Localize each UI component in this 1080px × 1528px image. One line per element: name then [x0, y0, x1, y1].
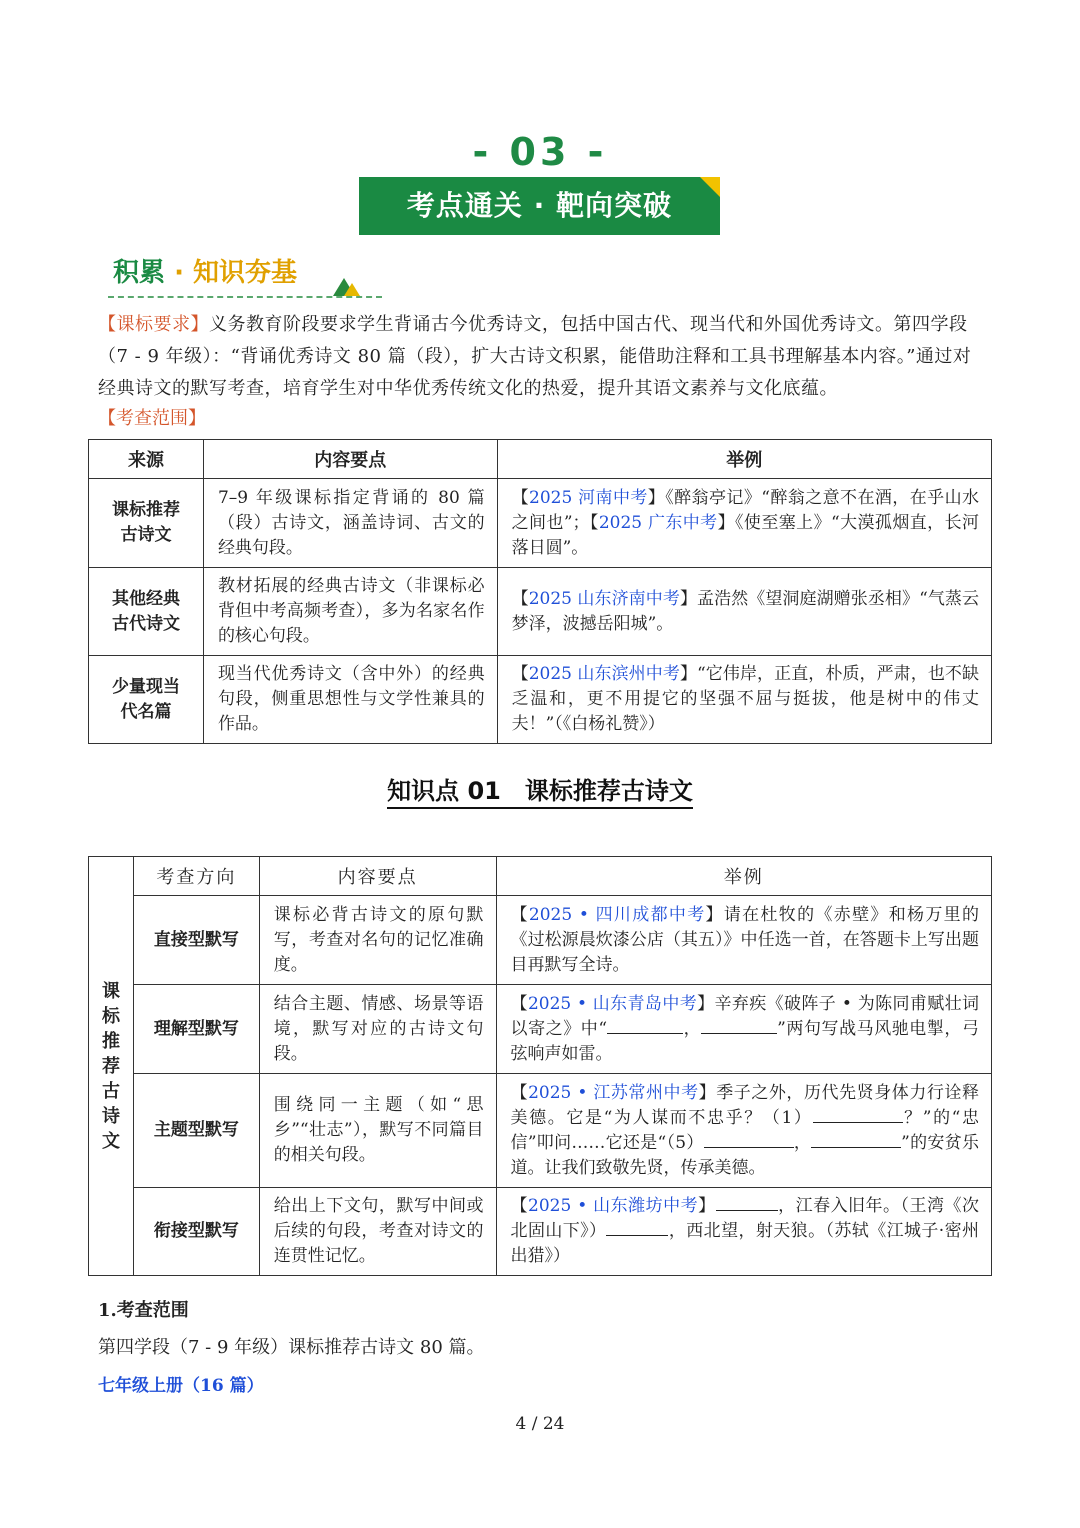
- sub-heading: [113, 252, 297, 289]
- bracket-open: 【: [511, 588, 529, 609]
- content-cell: 结合主题、情感、场景等语境，默写对应的古诗文句段。: [259, 985, 496, 1074]
- exam-tag: 2025 • 江苏常州中考: [528, 1082, 699, 1103]
- knowledge-point-title: [0, 771, 1080, 806]
- separator: ，: [793, 1132, 812, 1153]
- section-banner: 考点通关 · 靶向突破: [359, 177, 720, 235]
- table-row: [89, 985, 992, 1074]
- content-cell: 教材拓展的经典古诗文（非课标必背但中考高频考查），多为名家名作的核心句段。: [203, 568, 497, 656]
- example-cell: [496, 896, 991, 985]
- source-cell: [89, 656, 204, 744]
- direction-cell: 主题型默写: [133, 1074, 259, 1188]
- sub-heading-a: 积累: [113, 258, 166, 288]
- exam-tag: 2025 广东中考: [598, 512, 718, 533]
- example-text: ”两句写战马风驰电掣，弓弦响声如雷。: [510, 1018, 979, 1064]
- content-cell: 7–9 年级课标指定背诵的 80 篇（段）古诗文，涵盖诗词、古文的经典句段。: [203, 479, 497, 568]
- answer-blank: [811, 1131, 901, 1148]
- bracket-open: 【: [511, 664, 529, 684]
- example-cell: [496, 1188, 991, 1276]
- example-text: 】孟浩然《望洞庭湖赠张丞相》“气蒸云梦泽，波撼岳阳城”。: [511, 588, 980, 634]
- knowledge-point-title-text: 知识点 01 课标推荐古诗文: [387, 777, 693, 809]
- example-text: ，西北望，射天狼。（苏轼《江城子·密州出猎》）: [510, 1221, 980, 1266]
- example-cell: [497, 656, 991, 744]
- example-text: 】“它伟岸，正直，朴质，严肃，也不缺乏温和，更不用提它的坚强不屈与挺拔，他是树中的伟丈夫！”（《白杨礼赞》）: [511, 664, 980, 734]
- content-cell: 给出上下文句，默写中间或后续的句段，考查对诗文的连贯性记忆。: [259, 1188, 496, 1276]
- exam-tag: 2025 • 四川成都中考: [528, 904, 706, 925]
- source-cell: [89, 568, 204, 656]
- example-cell: [496, 1074, 991, 1188]
- range-label: 【考查范围】: [98, 408, 206, 429]
- example-text: 】: [698, 1196, 716, 1216]
- example-text: ？”的“忠信”叩问……它还是“（5）: [510, 1107, 979, 1153]
- answer-blank: [606, 1219, 668, 1236]
- answer-blank: [704, 1131, 794, 1148]
- grade-heading: 七年级上册（16 篇）: [98, 1376, 264, 1396]
- answer-blank: [701, 1017, 777, 1034]
- banner-corner-decoration: [700, 177, 720, 197]
- direction-cell: 理解型默写: [133, 985, 259, 1074]
- sub-heading-underline: [108, 296, 382, 298]
- content-cell: 课标必背古诗文的原句默写，考查对名句的记忆准确度。: [259, 896, 496, 985]
- table-header: 内容要点: [203, 440, 497, 479]
- table-row: [89, 479, 992, 568]
- section-number: - 03 -: [472, 130, 608, 174]
- page-number: 4 / 24: [515, 1414, 565, 1434]
- table-row: [89, 656, 992, 744]
- curriculum-requirement: [98, 309, 982, 405]
- table-header: 举例: [497, 440, 991, 479]
- example-text: 】《醉翁亭记》“醉翁之意不在酒，在乎山水之间也”；【: [511, 487, 979, 533]
- table-header-row: [89, 440, 992, 479]
- source-text: 课标推荐古诗文: [111, 500, 180, 545]
- requirement-label: 【课标要求】: [98, 314, 209, 335]
- table-header: 举例: [496, 857, 991, 896]
- bracket-open: 【: [510, 1082, 529, 1103]
- table-header: 来源: [89, 440, 204, 479]
- sub-heading-b: 知识夯基: [193, 258, 298, 288]
- table-header-row: [89, 857, 992, 896]
- answer-blank: [607, 1017, 683, 1034]
- source-text: 少量现当代名篇: [111, 676, 180, 722]
- side-label: 课标推荐古诗文: [101, 980, 120, 1152]
- example-text: 】辛弃疾《破阵子 • 为陈同甫赋壮词以寄之》中“: [510, 993, 979, 1039]
- example-cell: [497, 479, 991, 568]
- sub-heading-dot: ·: [174, 258, 184, 288]
- mountain-small-icon: [344, 283, 360, 296]
- bracket-open: 【: [510, 1196, 529, 1216]
- table-header: 内容要点: [259, 857, 496, 896]
- exam-tag: 2025 • 山东青岛中考: [527, 993, 698, 1014]
- exam-tag: 2025 • 山东潍坊中考: [528, 1196, 699, 1216]
- content-cell: 围绕同一主题（如“思乡”“壮志”），默写不同篇目的相关句段。: [259, 1074, 496, 1188]
- side-label-cell: [89, 857, 134, 1276]
- table-row: [89, 568, 992, 656]
- bracket-open: 【: [511, 487, 530, 508]
- scope-text: 第四学段（7 - 9 年级）课标推荐古诗文 80 篇。: [98, 1337, 485, 1358]
- dictation-type-table: [88, 856, 992, 1276]
- content-cell: 现当代优秀诗文（含中外）的经典句段，侧重思想性与文学性兼具的作品。: [203, 656, 497, 744]
- answer-blank: [716, 1194, 778, 1211]
- source-table: [88, 439, 992, 744]
- example-cell: [497, 568, 991, 656]
- exam-tag: 2025 河南中考: [529, 487, 648, 508]
- example-text: ，江春入旧年。（王湾《次北固山下》）: [510, 1196, 980, 1241]
- table-row: [89, 1074, 992, 1188]
- table-row: [89, 1188, 992, 1276]
- example-cell: [496, 985, 991, 1074]
- example-text: ”的安贫乐道。让我们致敬先贤，传承美德。: [510, 1132, 979, 1178]
- direction-cell: 衔接型默写: [133, 1188, 259, 1276]
- scope-title: 1.考查范围: [98, 1300, 189, 1321]
- direction-cell: 直接型默写: [133, 896, 259, 985]
- source-text: 其他经典古代诗文: [111, 588, 180, 634]
- exam-tag: 2025 山东济南中考: [528, 588, 680, 609]
- example-text: 】《使至塞上》“大漠孤烟直，长河落日圆”。: [511, 512, 979, 558]
- separator: ，: [683, 1018, 702, 1039]
- example-text: 】季子之外，历代先贤身体力行诠释美德。它是“为人谋而不忠乎？（1）: [510, 1082, 979, 1128]
- exam-tag: 2025 山东滨州中考: [528, 664, 680, 684]
- requirement-text: 义务教育阶段要求学生背诵古今优秀诗文，包括中国古代、现当代和外国优秀诗文。第四学段（7 - 9 年级）：“背诵优秀诗文 80 篇（段），扩大古诗文积累，能借助注释和工具书理解基本内容。”通过对经典诗文的默写考查，培育学生对中华优秀传统文化的热爱，提升其语文素养与文化底蕴。: [98, 314, 972, 399]
- source-cell: [89, 479, 204, 568]
- table-row: [89, 896, 992, 985]
- answer-blank: [813, 1106, 903, 1123]
- example-text: 】请在杜牧的《赤壁》和杨万里的《过松源晨炊漆公店（其五）》中任选一首，在答题卡上写出题目再默写全诗。: [510, 904, 980, 975]
- table-header: 考查方向: [133, 857, 259, 896]
- bracket-open: 【: [510, 993, 528, 1014]
- bracket-open: 【: [510, 904, 529, 925]
